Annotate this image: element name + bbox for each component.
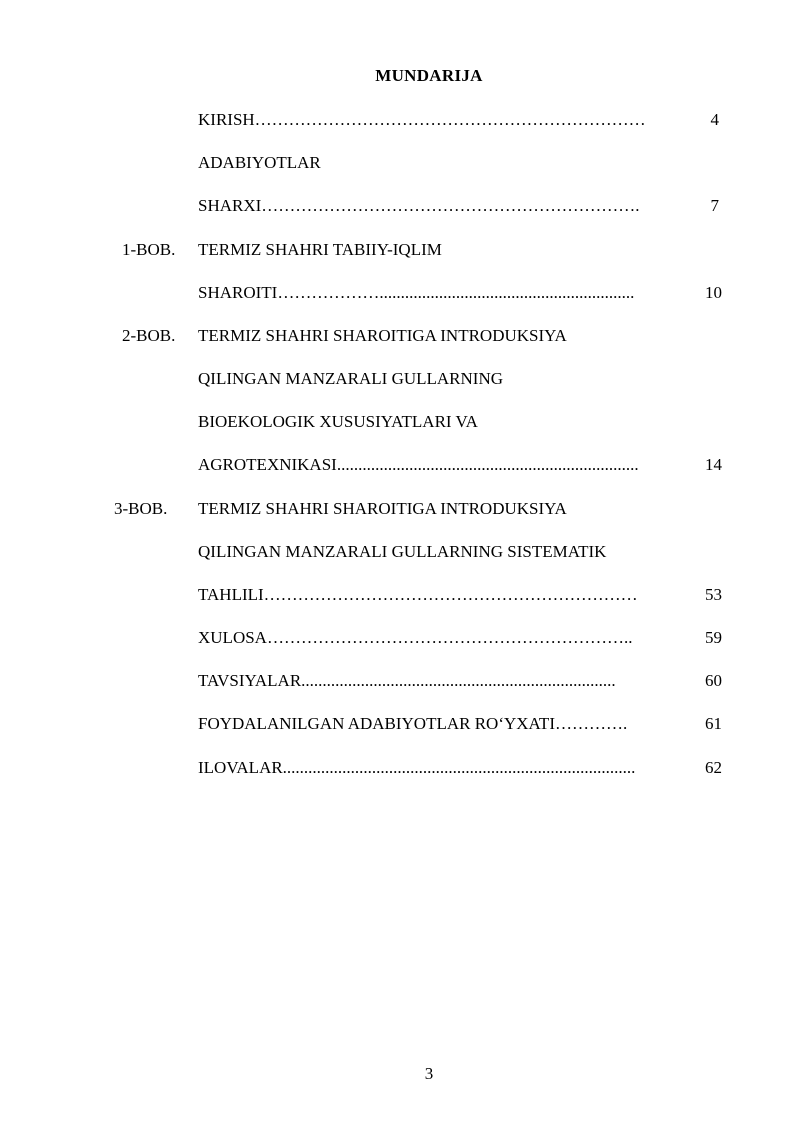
- toc-entry-text: TAVSIYALAR..........................................................................: [198, 671, 616, 690]
- chapter-label: 1-BOB.: [122, 240, 176, 259]
- toc-line: [0, 367, 800, 391]
- toc-entry-text: TERMIZ SHAHRI TABIIY-IQLIM: [198, 240, 442, 259]
- toc-entry-text: SHARXI………………………………………………………….: [198, 196, 640, 215]
- toc-entry-text: TAHLILI…………………………………………………………: [198, 585, 638, 604]
- toc-page-number: 10: [705, 283, 722, 302]
- toc-line: [0, 669, 800, 693]
- toc-line: [0, 108, 800, 132]
- toc-entry-text: FOYDALANILGAN ADABIYOTLAR RO‘YXATI………….: [198, 714, 628, 733]
- toc-entry-text: ADABIYOTLAR: [198, 153, 321, 172]
- toc-entry-text: QILINGAN MANZARALI GULLARNING: [198, 369, 504, 388]
- toc-entry-text: SHAROITI………………............................................................: [198, 283, 635, 302]
- toc-line: [0, 151, 800, 175]
- toc-entry-text: AGROTEXNIKASI.......................................................................: [198, 455, 639, 474]
- toc-entry-text: XULOSA………………………………………………………..: [198, 628, 633, 647]
- toc-page-number: 62: [705, 758, 722, 777]
- toc-entry-text: TERMIZ SHAHRI SHAROITIGA INTRODUKSIYA: [198, 499, 567, 518]
- toc-line: [0, 712, 800, 736]
- chapter-label: 2-BOB.: [122, 326, 176, 345]
- toc-line: [0, 410, 800, 434]
- toc-entry-text: BIOEKOLOGIK XUSUSIYATLARI VA: [198, 412, 478, 431]
- toc-page-number: 7: [710, 196, 719, 215]
- toc-line: [0, 238, 800, 262]
- toc-entry-text: KIRISH……………………………………………………………: [198, 110, 646, 129]
- toc-line: [0, 324, 800, 348]
- toc-entry-text: TERMIZ SHAHRI SHAROITIGA INTRODUKSIYA: [198, 326, 567, 345]
- toc-line: [0, 453, 800, 477]
- toc-line: [0, 756, 800, 780]
- toc-line: [0, 281, 800, 305]
- toc-page-number: 4: [710, 110, 719, 129]
- toc-line: [0, 626, 800, 650]
- toc-line: [0, 194, 800, 218]
- toc-line: [0, 583, 800, 607]
- toc-line: [0, 540, 800, 564]
- toc-line: [0, 497, 800, 521]
- chapter-label: 3-BOB.: [114, 499, 168, 518]
- toc-entry-text: ILOVALAR...................................................................................: [198, 758, 636, 777]
- toc-entry-text: QILINGAN MANZARALI GULLARNING SISTEMATIK: [198, 542, 607, 561]
- toc-page-number: 59: [705, 628, 722, 647]
- toc-page-number: 60: [705, 671, 722, 690]
- toc-page-number: 61: [705, 714, 722, 733]
- page-number: 3: [424, 1064, 434, 1083]
- toc-page-number: 14: [705, 455, 722, 474]
- toc-title: MUNDARIJA: [375, 66, 483, 85]
- toc-page-number: 53: [705, 585, 722, 604]
